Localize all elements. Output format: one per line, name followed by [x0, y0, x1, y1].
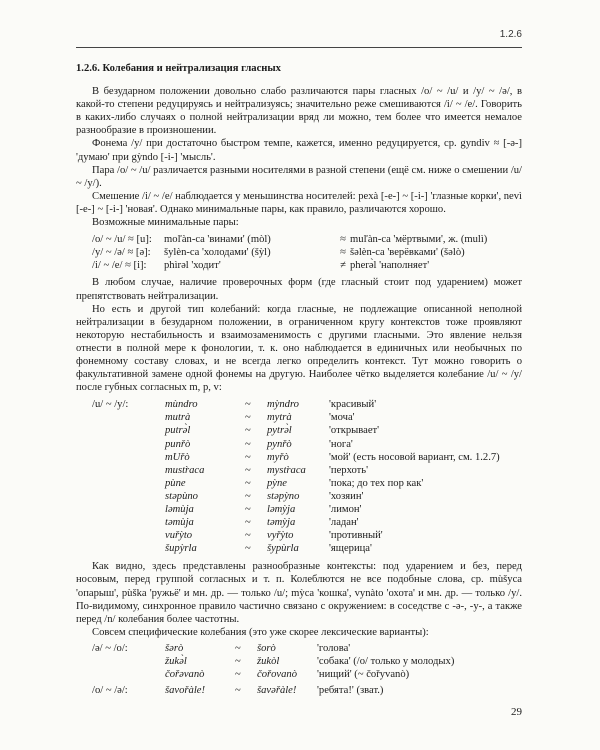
- variant-b: mytrà: [267, 412, 292, 424]
- gloss: 'мой' (есть носовой вариант, см. 1.2.7): [329, 451, 500, 463]
- variant-a: punřò: [165, 438, 191, 450]
- tilde: ~: [245, 490, 251, 502]
- running-header: [76, 27, 522, 48]
- gloss: 'нога': [329, 438, 353, 450]
- variation-label: /ə/ ~ /o/:: [92, 642, 128, 654]
- gloss: 'моча': [329, 412, 355, 424]
- tilde: ~: [245, 517, 251, 529]
- variant-a: vuřỳto: [165, 530, 193, 542]
- paragraph-2: Фонема /y/ при достаточно быстром темпе, кажется, именно редуцируется, ср. gyndiv ≈ [-ə-] 'думаю' при gỳndo [-i-] 'мысль'.: [76, 138, 522, 163]
- paragraph-1: В безударном положении довольно слабо различаются пары гласных /o/ ~ /u/ и /y/ ~ /ə/, в какой-то степени редуцируясь и нейтрализуясь; значительно реже смешиваются /i/ ~ /e/. Говорить в каких-либо случаях о полной нейтрализации вряд ли можно, тем более что имеется немалое разнообразие в произношении.: [76, 86, 522, 137]
- variant-b: mystr̀aca: [267, 464, 306, 476]
- pair-right: pherə̀l 'наполняет': [350, 260, 430, 272]
- variant-b: šypùrla: [267, 543, 299, 555]
- gloss: 'противный': [329, 530, 383, 542]
- page-number: 29: [511, 706, 522, 718]
- variant-a: žukə̀l: [165, 656, 187, 668]
- gloss: 'ящерица': [329, 543, 372, 555]
- pair-right: šəlèn-ca 'верёвками' (šəlò): [350, 247, 465, 259]
- paragraph-9: Совсем специфические колебания (это уже скорее лексические варианты):: [92, 626, 429, 638]
- tilde: ~: [235, 685, 241, 697]
- page-content: [76, 62, 522, 697]
- pair-label: /o/ ~ /u/ ≈ [u]:: [92, 234, 152, 246]
- tilde: ~: [245, 425, 251, 437]
- tilde: ~: [235, 642, 241, 654]
- gloss: 'красивый': [329, 399, 377, 411]
- variation-row: [76, 516, 522, 529]
- gloss: 'голова': [317, 642, 351, 654]
- variant-b: təmỳja: [267, 517, 296, 529]
- variation-row: [76, 503, 522, 516]
- tilde: ~: [245, 464, 251, 476]
- pair-label: /i/ ~ /e/ ≈ [i]:: [92, 260, 147, 272]
- variant-b: pytrə̀l: [267, 425, 292, 437]
- gloss: 'собака' (/o/ только у молодых): [317, 656, 455, 668]
- variation-row: [76, 490, 522, 503]
- variant-b: čořovanò: [257, 669, 298, 681]
- tilde: ~: [245, 543, 251, 555]
- gloss: 'пока; до тех пор как': [329, 477, 424, 489]
- variant-a: čořəvanò: [165, 669, 205, 681]
- paragraph-7: Но есть и другой тип колебаний: когда гласные, не подлежащие описанной неполной нейтрализации в безударном положении, в ограниченном кругу контекстов тоже проявляют некоторую нестабильность и взаимозаменимость с другими гласными. Это явление нельзя отнести в полной мере к фонологии, т. к. оно наблюдается в единичных или необычных по фонемному составу словах, и не всегда легко определить контекст. Тут можно говорить о факультативной замене одной фонемы на другую. Наиболее чётко выделяется колебание /u/ ~ /y/ после губных согласных m, p, v:: [76, 303, 522, 394]
- paragraph-4: Смешение /i/ ~ /e/ наблюдается у меньшинства носителей: pexà [-e-] ~ [-i-] 'глазные корки', nevì [-e-] ~ [-i-] 'новая'. Однако минимальные пары, как правило, различаются хорошо.: [76, 190, 522, 215]
- paragraph-5: Возможные минимальные пары:: [92, 217, 239, 229]
- variation-row: [76, 684, 522, 697]
- variant-b: pynřò: [267, 438, 292, 450]
- variant-a: mutrà: [165, 412, 191, 424]
- variant-b: žukòl: [257, 656, 280, 668]
- variant-b: pỳne: [267, 477, 287, 489]
- variant-b: šorò: [257, 642, 276, 654]
- variant-b: šavəřàle!: [257, 685, 297, 697]
- variant-a: ləmùja: [165, 504, 194, 515]
- variant-a: šavořàle!: [165, 685, 206, 697]
- section-title: 1.2.6. Колебания и нейтрализация гласных: [76, 63, 281, 74]
- gloss: 'нищий' (~ čořyvanò): [317, 669, 410, 681]
- variation-label: [76, 668, 165, 681]
- variation-row: [76, 398, 522, 411]
- variation-label: /u/ ~ /y/:: [92, 399, 129, 411]
- variant-a: stəpùno: [165, 490, 198, 502]
- tilde: ~: [235, 656, 241, 668]
- gloss: 'ребята!' (зват.): [317, 685, 384, 697]
- specific-variation-table: [76, 642, 522, 697]
- uy-variation-table: [76, 398, 522, 555]
- variant-a: pùne: [165, 477, 186, 489]
- tilde: ~: [235, 669, 241, 681]
- variant-a: mustr̀aca: [165, 464, 205, 476]
- variant-a: putrə̀l: [165, 425, 191, 437]
- tilde: ~: [245, 412, 251, 424]
- pair-right: muľàn-ca 'мёртвыми', ж. (mulì): [350, 234, 488, 246]
- tilde: ~: [245, 504, 251, 515]
- paragraph-3: Пара /o/ ~ /u/ различается разными носителями в разной степени (ещё см. ниже о смешении /u/ ~ /y/).: [76, 164, 522, 189]
- variation-row: [76, 668, 522, 681]
- variation-label: [76, 655, 165, 668]
- variant-b: mỳndro: [267, 399, 299, 411]
- variant-a: təmùja: [165, 517, 194, 529]
- variation-label: /o/ ~ /ə/:: [92, 685, 128, 697]
- gloss: 'хозяин': [329, 490, 364, 502]
- gloss: 'открывает': [329, 425, 380, 437]
- paragraph-6: В любом случае, наличие проверочных форм (где гласный стоит под ударением) может препятствовать нейтрализации.: [76, 277, 522, 302]
- variant-b: ləmỳja: [267, 504, 296, 515]
- variation-row: [76, 477, 522, 490]
- gloss: 'лимон': [329, 504, 362, 515]
- minimal-pair-row: [76, 233, 522, 246]
- variant-a: mUřò: [165, 451, 190, 463]
- variation-row: [76, 655, 522, 668]
- minimal-pairs-list: [76, 233, 522, 272]
- tilde: ~: [245, 438, 251, 450]
- tilde: ~: [245, 451, 251, 463]
- variation-row: [76, 411, 522, 424]
- variant-a: šupỳrla: [165, 543, 197, 555]
- variant-b: vyřỳto: [267, 530, 294, 542]
- paragraph-8: Как видно, здесь представлены разнообразные контексты: под ударением и без, перед носовым, перед группой согласных и т. п. Колеблются не все подобные слова, ср. mùšyca 'опарыш', pùška 'ружьё' и мн. др. — только /u/; mỳca 'кошка', vynàto 'охота' и мн. др. — только /y/. По-видимому, синхронное правило частично связано с окружением: в соседстве с -ə-, -y-, а также перед /n/ колебания более частотны.: [76, 561, 522, 625]
- tilde: ~: [245, 530, 251, 542]
- pair-label: /y/ ~ /ə/ ≈ [ə]:: [92, 247, 151, 259]
- variation-row: [76, 529, 522, 542]
- variant-a: šərò: [165, 642, 184, 654]
- tilde: ~: [245, 477, 251, 489]
- variation-row: [76, 542, 522, 555]
- variation-row: [76, 642, 522, 655]
- pair-left: moľàn-ca 'винами' (mòl): [164, 234, 271, 246]
- gloss: 'ладан': [329, 517, 359, 529]
- variation-row: [76, 424, 522, 437]
- header-section-number: 1.2.6: [499, 29, 522, 40]
- variant-a: mùndro: [165, 399, 198, 411]
- variant-b: myřò: [267, 451, 289, 463]
- pair-left: phìrəl 'ходит': [164, 260, 221, 272]
- variant-b: stəpỳno: [267, 490, 300, 502]
- pair-operator: ≈: [340, 247, 346, 259]
- pair-operator: ≈: [340, 234, 346, 246]
- variation-row: [76, 438, 522, 451]
- pair-operator: ≠: [340, 260, 346, 272]
- minimal-pair-row: [76, 259, 522, 272]
- gloss: 'перхоть': [329, 464, 368, 476]
- variation-row: [76, 464, 522, 477]
- variation-row: [76, 451, 522, 464]
- minimal-pair-row: [76, 246, 522, 259]
- tilde: ~: [245, 399, 251, 411]
- pair-left: šylèn-ca 'холодами' (šỳl): [164, 247, 271, 259]
